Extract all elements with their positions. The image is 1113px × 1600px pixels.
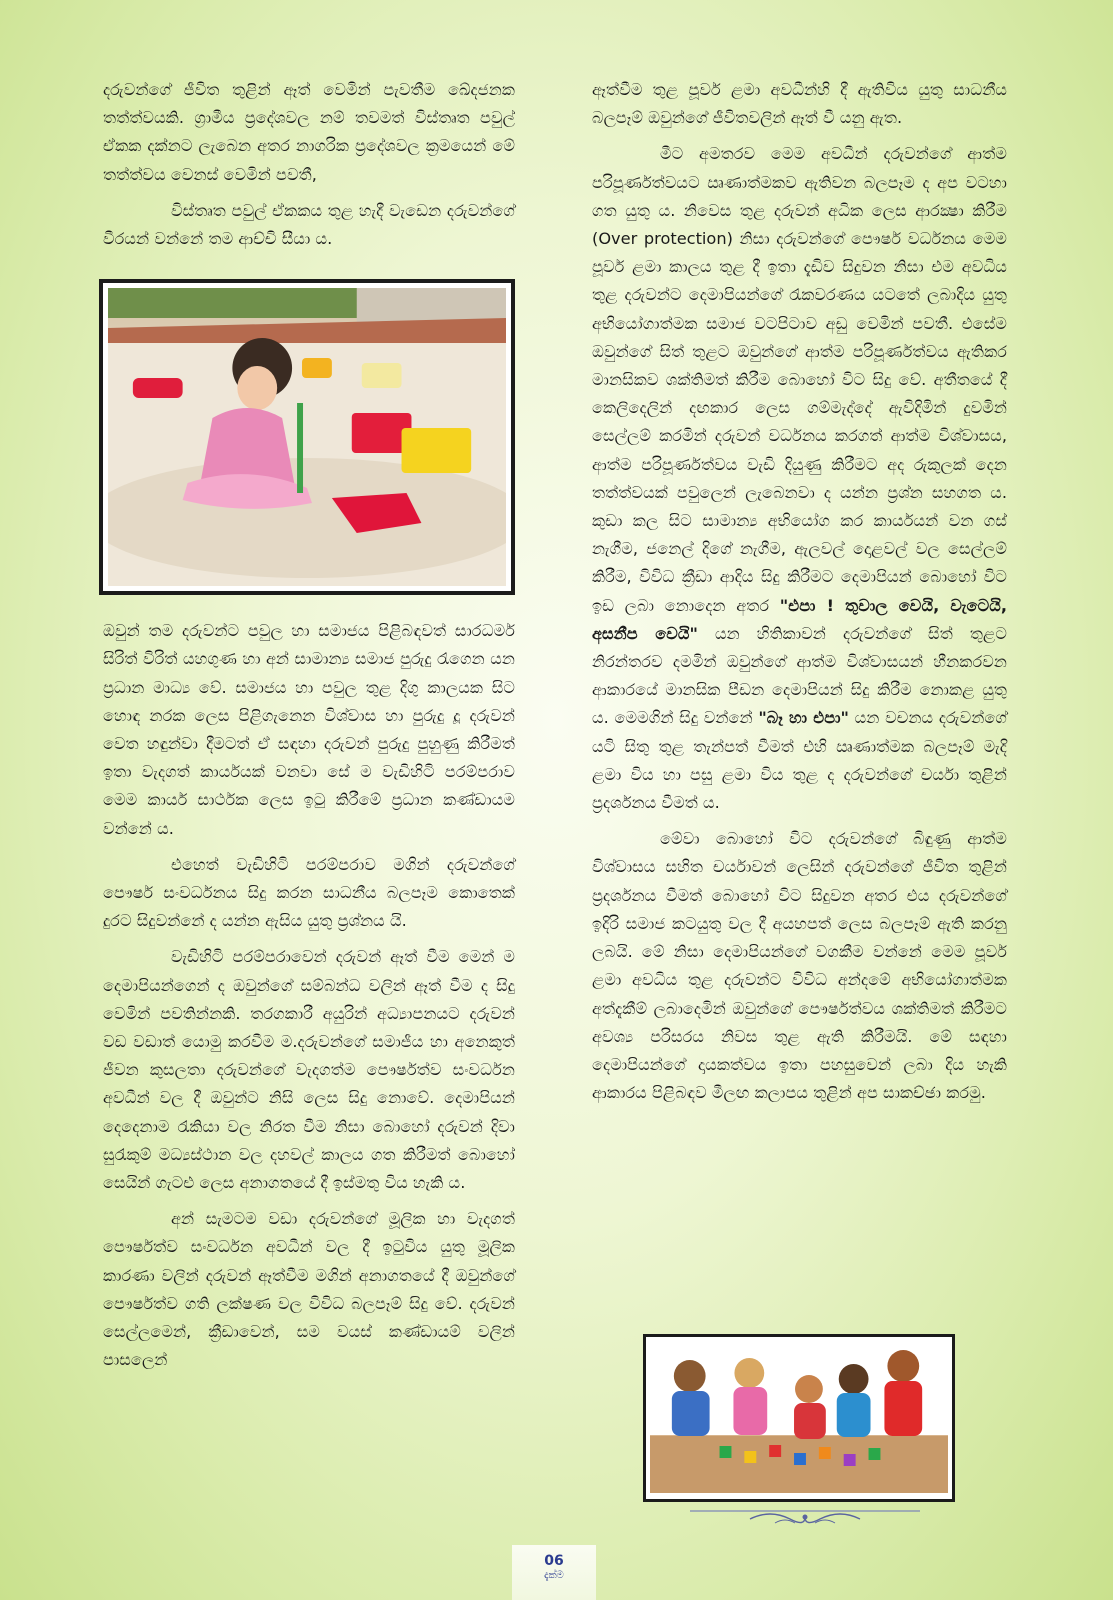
right-paragraph-2-tail: යන හිතිකාවන් දරුවන්ගේ සිත් තුළට නිරන්තරව දමමින් ඔවුන්ගේ ආත්ම විශ්වාසයන් හීනකරවන ආකාරයේ මානසික පීඩන දෙමාපියන් සිදු කිරීම නොකළ යුතු ය. මෙමගින් සිදු වන්නේ (592, 623, 1007, 728)
kids-illustration (650, 1341, 948, 1493)
left-paragraph-4: එහෙත් වැඩිහිටි පරම්පරාව මගින් දරුවන්ගේ පෞර්ෂ සංවර්ධනය සිදු කරන සාධනීය බලපෑම කොතෙක් දුරට සිදුවන්නේ ද යන්න ඇසිය යුතු ප්‍රශ්නය යි. (103, 854, 515, 931)
left-column (103, 76, 515, 1383)
right-paragraph-2-end: යන වචනය දරුවන්ගේ යටි සිතු තුළ තැන්පත් වීමත් එහි ඍණාත්මක බලපෑම් මැදි ළමා විය හා පසු ළමා විය තුළ ද දරුවන්ගේ චර්යා තුළින් ප්‍රදර්ශනය වීමත් ය. (592, 708, 1007, 813)
right-column (592, 76, 1007, 1115)
left-paragraph-3: ඔවුන් තම දරුවන්ට පවුල හා සමාජය පිළිබඳවත් සාරධර්ම සිරිත් විරිත් යහගුණ හා අන් සාමාන්‍ය සමාජ පුරුදු රැගෙන යන ප්‍රධාන මාධ්‍ය වේ. සමාජය හා පවුල තුළ දිගු කාලයක සිට හොඳ නරක ලෙස පිළිගැනෙන විශ්වාස හා පුරුදු දූ දරුවන් වෙත හඳුන්වා දීමටත් ඒ සඳහා දරුවන් පුරුදු පුහුණු කිරීමත් ඉතා වැදගත් කාර්යයක් වනවා සේ ම වැඩිහිටි පරම්පරාව මෙම කාර්ය සාර්ථක ලෙස ඉටු කිරීමේ ප්‍රධාන කණ්ඩායම වන්නේ ය. (103, 621, 515, 838)
kids-with-blocks-image (650, 1341, 948, 1493)
right-paragraph-2 (592, 140, 1007, 817)
right-paragraph-3: මේවා බොහෝ විට දරුවන්ගේ බිඳුණු ආත්ම විශ්වාසය සහිත චර්යාවන් ලෙසින් දරුවන්ගේ ජීවිත තුළින් ප්‍රදර්ශනය වීමත් බොහෝ විට සිදුවන අතර එය දරුවන්ගේ ඉදිරි සමාජ කටයුතු වල දී අයහපත් ලෙස බලපෑම් ඇති කරනු ලබයි. මේ නිසා දෙමාපියන්ගේ වගකීම වන්නේ මෙම පූර්ව ළමා අවධිය තුළ දරුවන්ට විවිධ අන්දමේ අභියෝගාත්මක අත්දැකීම් ලබාදෙමින් ඔවුන්ගේ පෞර්ෂත්වය ශක්තිමත් කිරීමට අවශ්‍ය පරිසරය නිවස තුළ ඇති කිරීමයි. මේ සඳහා දෙමාපියන්ගේ දායකත්වය ඉතා පහසුවෙන් ලබා දිය හැකි ආකාරය පිළිබඳව මීලඟ කලාපය තුළින් අප සාකච්ඡා කරමු. (592, 829, 1007, 1103)
kids-playing-photo (643, 1334, 955, 1502)
quote-bae-ha-epa: "බෑ හා එපා" (758, 708, 849, 728)
quote-epa: "එපා ! තුවාල වෙයි, වැටෙයි, අසනීප වෙයි" (592, 595, 1007, 643)
left-paragraph-6: අන් සැමටම වඩා දරුවන්ගේ මූලික හා වැදගත් පෞර්ෂත්ව සංවර්ධන අවධීන් වල දී ඉටුවිය යුතු මූලික කාරණා වලින් දරුවන් ඈත්වීම මගින් අනාගතයේ දී ඔවුන්ගේ පෞර්ෂත්ව ගති ලක්ෂණ වල විවිධ බලපෑම් සිදු වේ. දරුවන් සෙල්ලමෙන්, ක්‍රීඩාවෙන්, සම වයස් කණ්ඩායම් වලින් පාසලෙන් (103, 1209, 515, 1370)
ornament-divider-icon (690, 1505, 920, 1529)
magazine-logo: දැක්ම (544, 1570, 564, 1581)
left-paragraph-5: වැඩිහිටි පරම්පරාවෙන් දරුවන් ඈත් වීම මෙන් ම දෙමාපියන්ගෙන් ද ඔවුන්ගේ සම්බන්ධ වලින් ඈත් වීම ද සිදු වෙමින් පවතින්නකි. තරගකාරී අයුරින් අධ්‍යාපනයට දරුවන් වඩ වඩාත් යොමු කරවීම ම.දරුවන්ගේ සමාජීය හා අනෙකුත් ජීවන කුසලතා දරුවන්ගේ වැදගත්ම පෞර්ෂත්ව සංවර්ධන අවධීන් වල දී ඔවුන්ට නිසි ලෙස සිදු නොවේ. දෙමාපියන් දෙදෙනාම රැකියා වල නිරත වීම නිසා බොහෝ දරුවන් දිවා සුරැකුම් මධ්‍යස්ථාන වල දහවල් කාලය ගත කිරීමත් බොහෝ සෙයින් ගැටළු ලෙස අනාගතයේ දී ඉස්මතු විය හැකි ය. (103, 947, 515, 1193)
page-number-tab (512, 1545, 596, 1600)
right-paragraph-2-body: මීට අමතරව මෙම අවධීන් දරුවන්ගේ ආත්ම පරිපූර්ණත්වයට ඍණාත්මකව ඇතිවන බලපෑම ද අප වටහා ගත යුතු ය. නිවෙස තුළ දරුවන් අධික ලෙස ආරක්‍ෂා කිරීම (Over protection) නිසා දරුවන්ගේ පෞර්ෂ වර්ධනය මෙම පූර්ව ළමා කාලය තුළ දී ඉතා දැඩිව සිදුවන නිසා එම අවධිය තුළ දරුවන්ට දෙමාපියන්ගේ රැකවරණය යටතේ ලබාදිය යුතු අභියෝගාත්මක සමාජ වටපිටාව අඩු වෙමින් පවතී. එසේම ඔවුන්ගේ සිත් තුළට ඔවුන්ගේ ආත්ම පරිපූර්ණත්වය ඇතිකර මානසිකව ශක්තිමත් කිරීම බොහෝ විට සිදු වේ. අතීතයේ දී කෙලිදෙලින් දඟකාර ලෙස ගම්මැද්දේ ඇවිදිමින් දුවමින් සෙල්ලම් කරමින් දරුවන් වර්ධනය කරගත් ආත්ම විශ්වාසය, ආත්ම පරිපූර්ණත්වය වැඩි දියුණු කිරීමට අද රුකුලක් දෙන තත්ත්වයක් පවුලෙන් ලැබෙනවා ද යන්න ප්‍රශ්න සහගත ය. කුඩා කල සිට සාමාන්‍ය අභියෝග කර කාර්යයන් වන ගස් නැගීම, ජනෙල් දිගේ නැගීම, ඇලවල් දොළවල් වල සෙල්ලම් කිරීම, විවිධ ක්‍රීඩා ආදිය සිදු කිරීමට දෙමාපියන් බොහෝ විට ඉඩ ලබා නොදෙන අතර (592, 144, 1007, 615)
left-paragraph-2: විස්තෘත පවුල් ඒකකය තුළ හැදී වැඩෙන දරුවන්ගේ වීරයන් වන්නේ තම ආච්චි සීයා ය. (103, 200, 515, 249)
right-paragraph-1: ඈත්වීම තුළ පූර්ව ළමා අවධීන්හි දී ඇතිවිය යුතු සාධනීය බලපෑම් ඔවුන්ගේ ජීවිතවලින් ඈත් වී යනු ඇත. (592, 80, 1007, 128)
sandbox-illustration (108, 288, 506, 586)
sandbox-photo (99, 279, 515, 595)
page-number: 06 (544, 1553, 564, 1569)
child-in-sandbox-image (108, 288, 506, 586)
left-paragraph-1: දරුවන්ගේ ජීවිත තුළින් ඈත් වෙමින් පැවතීම ඛේදජනක තත්ත්වයකි. ග්‍රාමීය ප්‍රදේශවල නම් තවමත් විස්තෘත පවුල් ඒකක දක්නට ලැබෙන අතර නාගරික ප්‍රදේශවල ක්‍රමයෙන් මේ තත්ත්වය වෙනස් වෙමින් පවතී, (103, 80, 515, 184)
